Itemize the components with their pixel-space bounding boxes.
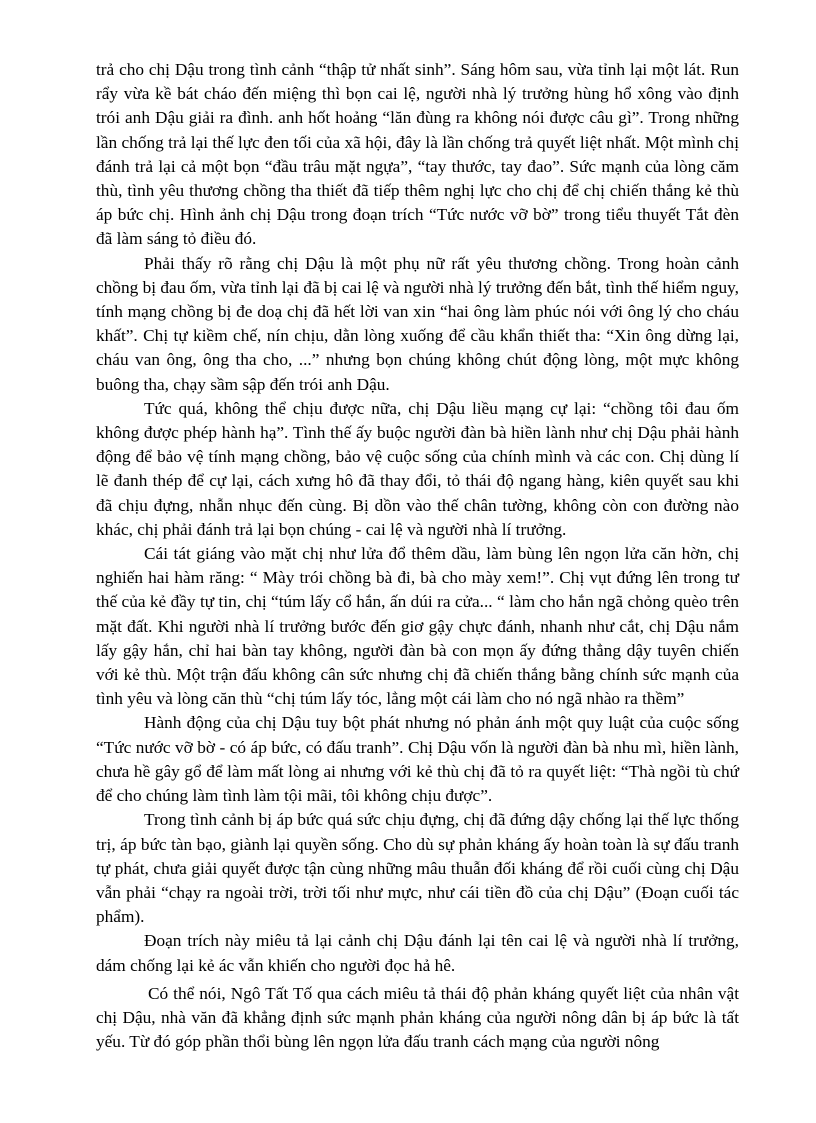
paragraph-7: Đoạn trích này miêu tả lại cảnh chị Dậu đánh lại tên cai lệ và người nhà lí trưởng, dám chống lại kẻ ác vẫn khiến cho người đọc hả hê. [96, 931, 739, 975]
paragraph-2: Phải thấy rõ rằng chị Dậu là một phụ nữ rất yêu thương chồng. Trong hoàn cảnh chồng bị đau ốm, vừa tỉnh lại đã bị cai lệ và người nhà lý trưởng đến bắt, tình thế hiểm nguy, tính mạng chồng bị đe doạ chị đã hết lời van xin “hai ông làm phúc nói với ông lý cho cháu khất”. Chị tự kiềm chế, nín chịu, dằn lòng xuống để cầu khẩn thiết tha: “Xin ông dừng lại, cháu van ông, ông tha cho, ...” nhưng bọn chúng không chút động lòng, một mực không buông tha, chạy sầm sập đến trói anh Dậu. [96, 253, 739, 394]
paragraph-1: trả cho chị Dậu trong tình cảnh “thập tử nhất sinh”. Sáng hôm sau, vừa tỉnh lại một lát. Run rẩy vừa kề bát cháo đến miệng thì bọn cai lệ, người nhà lý trưởng hùng hổ xông vào định trói anh Dậu giải ra đình. anh hốt hoảng “lăn đùng ra không nói được câu gì”. Trong những lần chống trả lại thế lực đen tối của xã hội, đây là lần chống trả quyết liệt nhất. Một mình chị đánh trả lại cả một bọn “đầu trâu mặt ngựa”, “tay thước, tay đao”. Sức mạnh của lòng căm thù, tình yêu thương chồng tha thiết đã tiếp thêm nghị lực cho chị để chị chiến thắng kẻ thù áp bức chị. Hình ảnh chị Dậu trong đoạn trích “Tức nước vỡ bờ” trong tiểu thuyết Tắt đèn đã làm sáng tỏ điều đó. [96, 60, 739, 249]
document-page [96, 58, 739, 1054]
paragraph-6: Trong tình cảnh bị áp bức quá sức chịu đựng, chị đã đứng dậy chống lại thế lực thống trị, áp bức tàn bạo, giành lại quyền sống. Cho dù sự phản kháng ấy hoàn toàn là sự đấu tranh tự phát, chưa giải quyết được tận cùng những mâu thuẫn đối kháng để rồi cuối cùng chị Dậu vẫn phải “chạy ra ngoài trời, trời tối như mực, như cái tiền đồ của chị Dậu” (Đoạn cuối tác phẩm). [96, 810, 739, 927]
paragraph-8: Có thể nói, Ngô Tất Tố qua cách miêu tả thái độ phản kháng quyết liệt của nhân vật chị Dậu, nhà văn đã khẳng định sức mạnh phản kháng của người nông dân bị áp bức là tất yếu. Từ đó góp phần thổi bùng lên ngọn lửa đấu tranh cách mạng của người nông [96, 983, 739, 1052]
paragraph-3: Tức quá, không thể chịu được nữa, chị Dậu liều mạng cự lại: “chồng tôi đau ốm không được phép hành hạ”. Tình thế ấy buộc người đàn bà hiền lành như chị Dậu phải hành động để bảo vệ tính mạng chồng, bảo vệ cuộc sống của chính mình và các con. Chị dùng lí lẽ đanh thép để cự lại, cách xưng hô đã thay đổi, tỏ thái độ ngang hàng, kiên quyết sau khi đã chịu đựng, nhẫn nhục đến cùng. Bị dồn vào thế chân tường, không còn con đường nào khác, chị phải đánh trả lại bọn chúng - cai lệ và người nhà lí trưởng. [96, 398, 739, 539]
paragraph-4: Cái tát giáng vào mặt chị như lửa đổ thêm dầu, làm bùng lên ngọn lửa căn hờn, chị nghiến hai hàm răng: “ Mày trói chồng bà đi, bà cho mày xem!”. Chị vụt đứng lên trong tư thế của kẻ đầy tự tin, chị “túm lấy cổ hắn, ấn dúi ra cửa... “ làm cho hắn ngã chỏng quèo trên mặt đất. Khi người nhà lí trưởng bước đến giơ gậy chực đánh, nhanh như cắt, chị Dậu nắm lấy gậy hắn, chỉ hai bàn tay không, người đàn bà con mọn ấy đứng thẳng dậy tuyên chiến với kẻ thù. Một trận đấu không cân sức nhưng chị đã chiến thắng bằng chính sức mạnh của tình yêu và lòng căn thù “chị túm lấy tóc, lẳng một cái làm cho nó ngã nhào ra thềm” [96, 544, 739, 709]
paragraph-5: Hành động của chị Dậu tuy bột phát nhưng nó phản ánh một quy luật của cuộc sống “Tức nước vỡ bờ - có áp bức, có đấu tranh”. Chị Dậu vốn là người đàn bà nhu mì, hiền lành, chưa hề gây gổ để làm mất lòng ai nhưng với kẻ thù chị đã tỏ ra quyết liệt: “Thà ngồi tù chứ để cho chúng làm tình làm tội mãi, tôi không chịu được”. [96, 713, 739, 806]
